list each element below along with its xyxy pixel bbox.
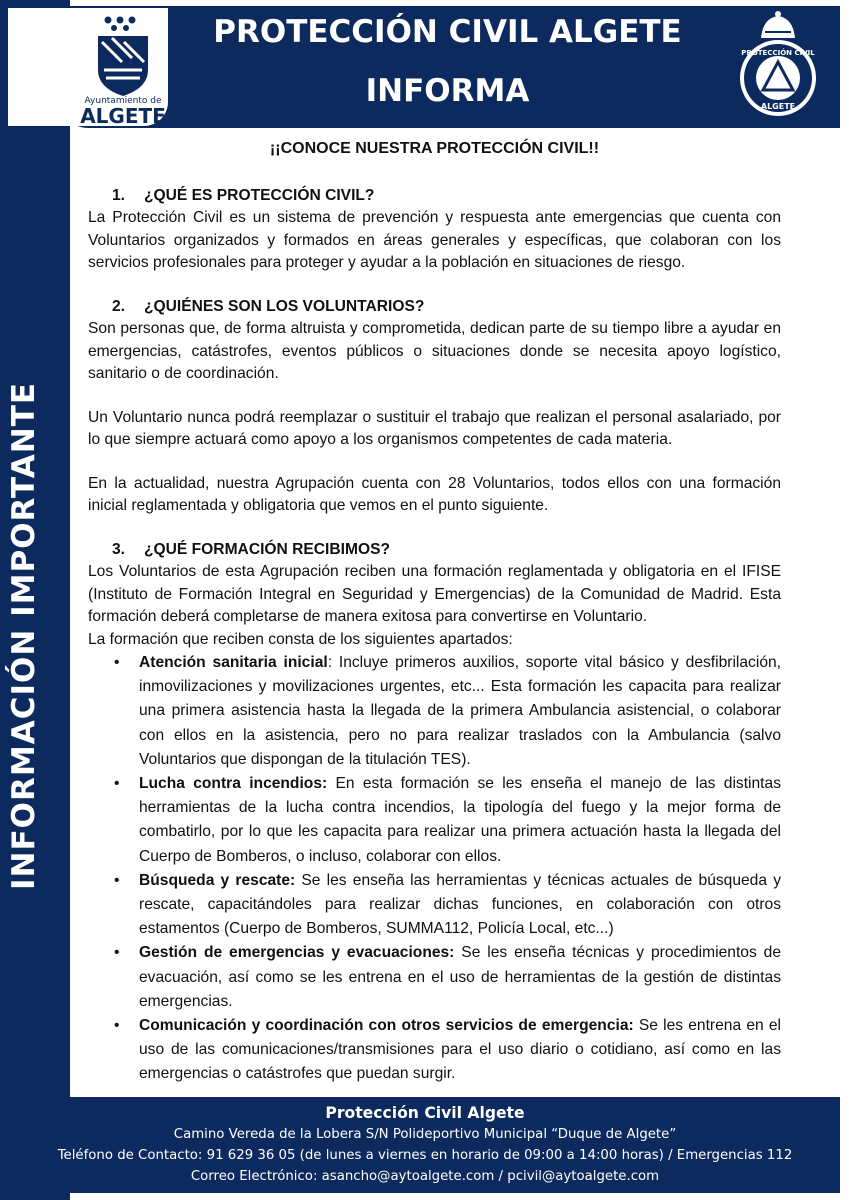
section-3-title: 3. ¿QUÉ FORMACIÓN RECIBIMOS?	[112, 540, 391, 558]
section-3-list-intro: La formación que reciben consta de los siguientes apartados:	[88, 630, 513, 648]
list-item: • Gestión de emergencias y evacuaciones: Se les enseña técnicas y procedimientos de evacuación, así como se les entrena en el uso de herramientas de la gestión de distintas emergencias.	[114, 944, 781, 1010]
section-2-paragraph: Son personas que, de forma altruista y comprometida, dedican parte de su tiempo libre a ayudar en emergencias, catástrofes, eventos públicos o situaciones donde se necesita apoyo logístico, sanitario o de coordinación.	[88, 320, 781, 382]
section-2-title: 2. ¿QUIÉNES SON LOS VOLUNTARIOS?	[112, 297, 425, 315]
headline: ¡¡CONOCE NUESTRA PROTECCIÓN CIVIL!!	[269, 140, 600, 157]
list-item: • Lucha contra incendios: En esta formación se les enseña el manejo de las distintas herramientas de la lucha contra incendios, la tipología del fuego y la mejor forma de combatirlo, por lo que les capacita para realizar una primera actuación hasta la llegada del Cuerpo de Bomberos, o incluso, colaborar con ellos.	[114, 775, 781, 865]
section-2-paragraph: Un Voluntario nunca podrá reemplazar o sustituir el trabajo que realizan el personal asalariado, por lo que siempre actuará como apoyo a los organismos competentes de cada materia.	[88, 408, 781, 448]
header-subtitle: INFORMA	[365, 73, 530, 109]
header-title: PROTECCIÓN CIVIL ALGETE	[213, 14, 682, 50]
svg-text:Ayuntamiento de: Ayuntamiento de	[84, 96, 162, 106]
sidebar-vertical-label: INFORMACIÓN IMPORTANTE	[6, 381, 42, 890]
footer-address: Camino Vereda de la Lobera S/N Polideportivo Municipal “Duque de Algete”	[173, 1127, 677, 1142]
footer-phone: Teléfono de Contacto: 91 629 36 05 (de lunes a viernes en horario de 09:00 a 14:00 horas) / Emergencias 112	[57, 1148, 793, 1163]
ayuntamiento-logo	[8, 8, 168, 126]
svg-text:ALGETE: ALGETE	[80, 104, 166, 126]
footer-org: Protección Civil Algete	[325, 1104, 525, 1122]
list-item: • Búsqueda y rescate: Se les enseña las herramientas y técnicas actuales de búsqueda y rescate, capacitándoles para realizar dichas funciones, en colaboración con otros estamentos (Cuerpo de Bomberos, SUMMA112, Policía Local, etc...)	[114, 871, 781, 938]
footer-contact	[10, 1097, 840, 1187]
section-1-title: 1. ¿QUÉ ES PROTECCIÓN CIVIL?	[112, 186, 375, 204]
training-list	[88, 651, 781, 1087]
list-item: • Comunicación y coordinación con otros servicios de emergencia: Se les entrena en el uso de las comunicaciones/transmisiones para el uso diario o cotidiano, así como en las emergencias o catástrofes que puedan surgir.	[114, 1017, 781, 1083]
main-content	[88, 138, 781, 1087]
section-3-intro: Los Voluntarios de esta Agrupación reciben una formación reglamentada y obligatoria en el IFISE (Instituto de Formación Integral en Seguridad y Emergencias) de la Comunidad de Madrid. Esta formación deberá completarse de manera exitosa para convertirse en Voluntario.	[88, 563, 781, 625]
svg-text:ALGETE: ALGETE	[760, 102, 796, 111]
list-item: • Atención sanitaria inicial: Incluye primeros auxilios, soporte vital básico y desfibrilación, inmovilizaciones y movilizaciones urgentes, etc... Esta formación les capacita para realizar una primera asistencia hasta la llegada de la primera Ambulancia asistencial, o colaborar con ellos en la asistencia, pero no para realizar traslados con la Ambulancia (salvo Voluntarios que dispongan de la titulación TES).	[114, 654, 781, 768]
section-2-paragraph: En la actualidad, nuestra Agrupación cuenta con 28 Voluntarios, todos ellos con una formación inicial reglamentada y obligatoria que vemos en el punto siguiente.	[88, 474, 781, 514]
section-1-paragraph: La Protección Civil es un sistema de prevención y respuesta ante emergencias que cuenta con Voluntarios organizados y formados en áreas generales y específicas, que colaboran con los servicios profesionales para proteger y ayudar a la población en situaciones de riesgo.	[88, 209, 781, 271]
footer-email: Correo Electrónico: asancho@aytoalgete.com / pcivil@aytoalgete.com	[190, 1169, 660, 1184]
svg-text:PROTECCIÓN CIVIL: PROTECCIÓN CIVIL	[741, 49, 815, 57]
proteccion-civil-seal	[733, 8, 823, 120]
